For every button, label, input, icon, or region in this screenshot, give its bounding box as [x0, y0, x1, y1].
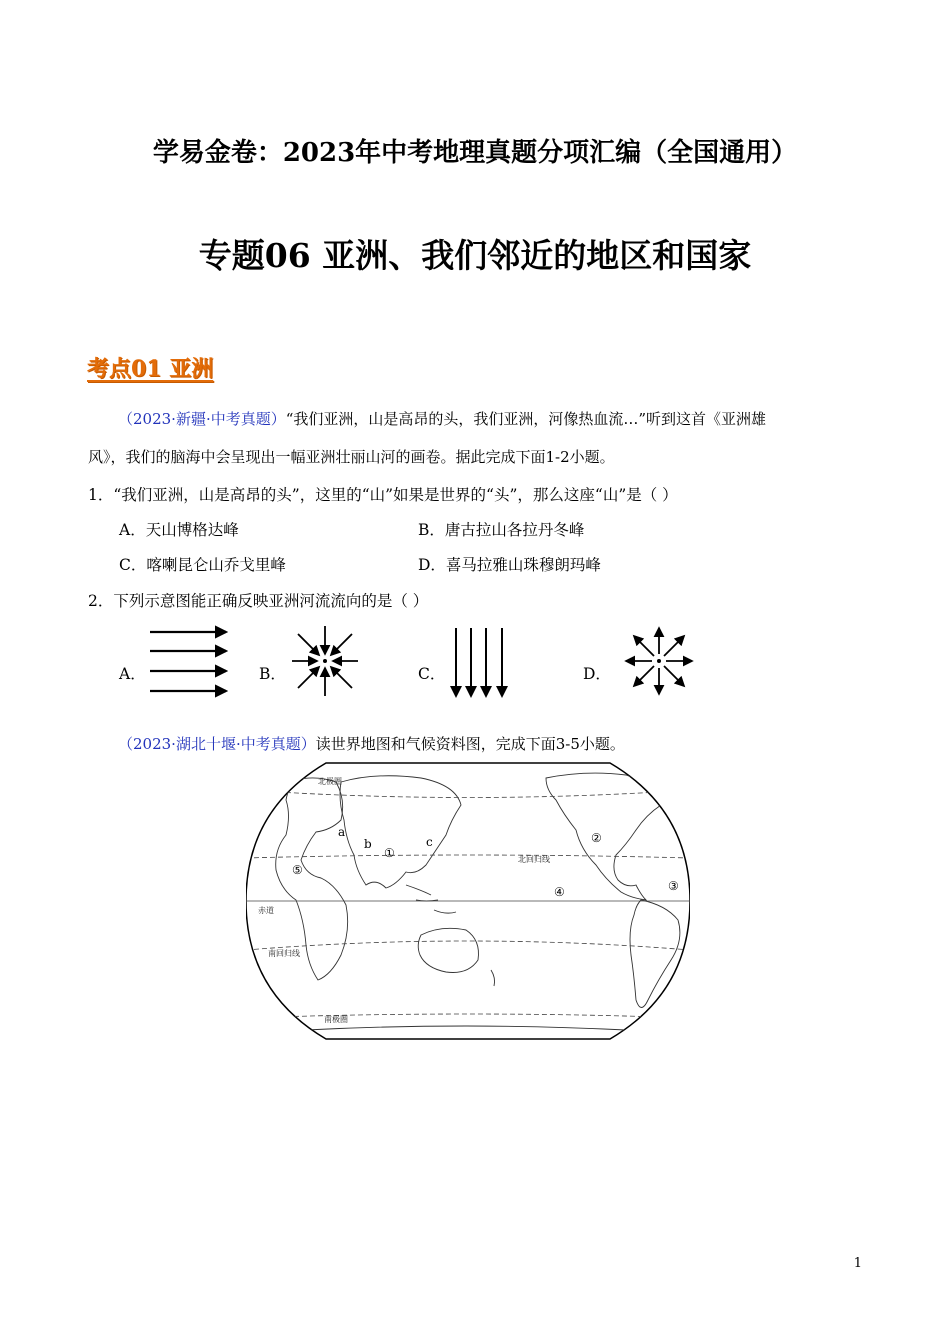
question-2-stem: 2．下列示意图能正确反映亚洲河流流向的是（ ） [88, 592, 429, 610]
diagram-label-c: C． [418, 665, 446, 683]
option-d: D．喜马拉雅山珠穆朗玛峰 [418, 556, 601, 574]
label-antarctic-circle: 南极圈 [324, 1015, 348, 1024]
label-tropic-of-capricorn: 南回归线 [268, 949, 300, 958]
section-heading: 考点01 亚洲 [87, 356, 214, 382]
converging-arrows-icon [290, 624, 360, 698]
marker-2: ② [591, 831, 602, 845]
parallel-arrows-down-icon [446, 626, 516, 702]
option-a: A．天山博格达峰 [119, 521, 239, 539]
radiating-arrows-icon [622, 624, 696, 698]
page-number: 1 [853, 1256, 862, 1271]
label-equator: 赤道 [258, 906, 274, 915]
label-tropic-of-cancer: 北回归线 [518, 855, 550, 864]
diagram-label-b: B． [259, 665, 286, 683]
marker-5: ⑤ [292, 863, 303, 877]
option-c: C．喀喇昆仑山乔戈里峰 [119, 556, 286, 574]
marker-b: b [364, 837, 372, 851]
passage-2 [118, 734, 878, 754]
diagram-label-d: D． [583, 665, 611, 683]
passage-text: 读世界地图和气候资料图，完成下面3-5小题。 [315, 735, 625, 753]
marker-a: a [338, 825, 346, 839]
passage-text: “我们亚洲，山是高昂的头，我们亚洲，河像热血流…”听到这首《亚洲雄 [285, 410, 767, 428]
marker-4: ④ [554, 885, 565, 899]
passage-1-line-1 [118, 409, 878, 429]
option-b: B．唐古拉山各拉丹冬峰 [418, 521, 585, 539]
marker-3: ③ [668, 879, 679, 893]
marker-c: c [426, 835, 433, 849]
label-arctic-circle: 北极圈 [318, 777, 342, 786]
marker-1: ① [384, 846, 395, 860]
question-1-stem: 1．“我们亚洲，山是高昂的头”，这里的“山”如果是世界的“头”，那么这座“山”是（ ） [88, 486, 678, 504]
parallel-arrows-right-icon [146, 624, 234, 700]
source-tag: （2023·湖北十堰·中考真题） [118, 735, 316, 753]
topic-title: 专题06 亚洲、我们邻近的地区和国家 [198, 236, 752, 275]
source-tag: （2023·新疆·中考真题） [118, 410, 286, 428]
passage-1-line-2: 风》，我们的脑海中会呈现出一幅亚洲壮丽山河的画卷。据此完成下面1-2小题。 [88, 448, 615, 466]
world-map [246, 760, 690, 1042]
document-title: 学易金卷：2023年中考地理真题分项汇编（全国通用） [152, 138, 798, 168]
diagram-label-a: A． [119, 665, 146, 683]
